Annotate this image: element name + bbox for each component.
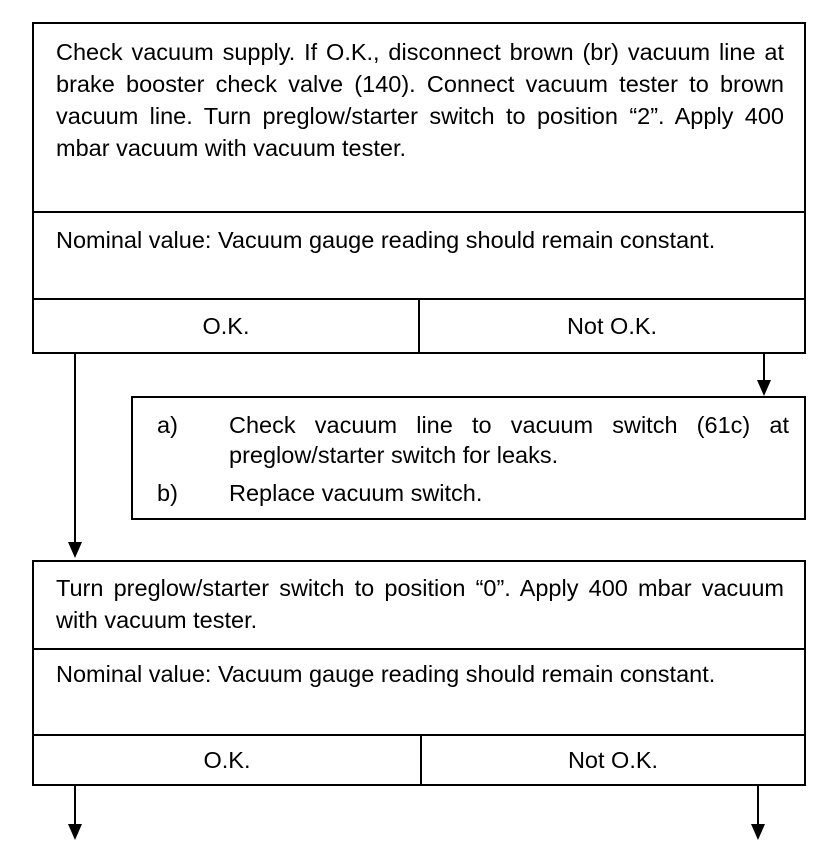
remedy-item-b-text: Replace vacuum switch. [229, 480, 483, 506]
remedy-item-a-key: a) [157, 412, 178, 438]
step1-ok-label: O.K. [202, 313, 250, 339]
remedy-item-a-text: Check vacuum line to vacuum switch (61c) at preglow/starter switch for leaks. [229, 412, 789, 468]
step1-divider-1 [34, 211, 804, 213]
step2-divider-2 [34, 734, 804, 736]
arrow-step2-not-ok-out [757, 786, 759, 826]
step2-instruction: Turn preglow/starter switch to position “0”. Apply 400 mbar vacuum with vacuum tester. [56, 575, 784, 633]
arrow-not-ok-to-remedy [763, 354, 765, 382]
arrow-ok-to-step2-head [68, 542, 82, 558]
arrow-step2-not-ok-out-head [751, 824, 765, 840]
step1-box [32, 22, 806, 354]
remedy-item-b-key: b) [157, 480, 178, 506]
step1-nominal: Nominal value: Vacuum gauge reading should remain constant. [56, 227, 716, 253]
arrow-ok-to-step2 [74, 354, 76, 544]
step1-not-ok-label: Not O.K. [566, 313, 658, 339]
step2-ok-label: O.K. [203, 747, 251, 773]
arrow-not-ok-to-remedy-head [757, 380, 771, 396]
arrow-step2-ok-out-head [68, 824, 82, 840]
step2-box [32, 560, 806, 786]
step2-not-ok-label: Not O.K. [567, 747, 659, 773]
step2-nominal: Nominal value: Vacuum gauge reading should remain constant. [56, 661, 716, 687]
arrow-step2-ok-out [74, 786, 76, 826]
step2-divider-1 [34, 648, 804, 650]
remedy-item-b [157, 478, 797, 510]
step1-instruction: Check vacuum supply. If O.K., disconnect brown (br) vacuum line at brake booster check valve (140). Connect vacuum tester to brown vacuum line. Turn preglow/starter switch to position “2”. Apply 400 mbar vacuum with vacuum tester. [56, 39, 784, 161]
remedy-item-a [157, 410, 797, 474]
remedy-box [131, 396, 806, 520]
